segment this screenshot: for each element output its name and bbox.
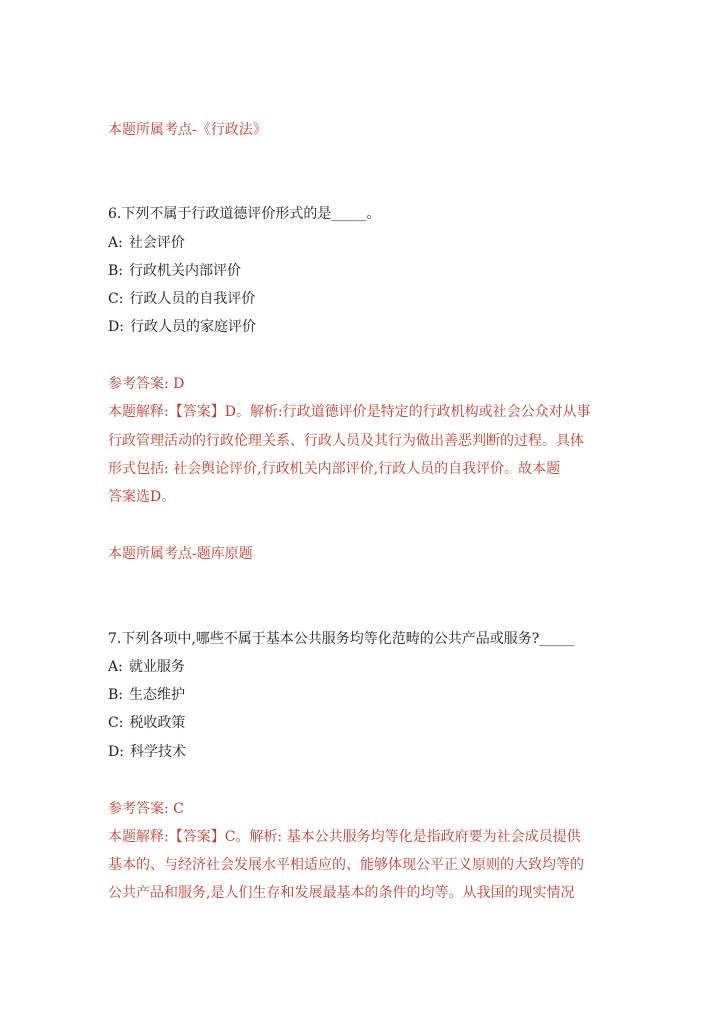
q7-option-c-text: 税收政策	[129, 715, 186, 731]
q6-option-a-text: 社会评价	[128, 235, 185, 251]
q6-explanation-line-3: 形式包括: 社会舆论评价,行政机关内部评价,行政人员的自我评价。故本题	[108, 461, 561, 477]
q6-option-c-text: 行政人员的自我评价	[129, 291, 256, 307]
q7-question: 7.下列各项中,哪些不属于基本公共服务均等化范畴的公共产品或服务?_____	[108, 631, 575, 647]
q7-option-b-key: B:	[108, 687, 124, 703]
q6-source: 本题所属考点-题库原题	[108, 546, 253, 562]
q7-option-c-key: C:	[108, 715, 124, 731]
q6-option-d-key: D:	[108, 319, 124, 335]
q7-option-a	[108, 658, 613, 676]
q7-option-d	[108, 743, 613, 761]
q7-option-a-text: 就业服务	[128, 659, 185, 675]
q6-option-a-key: A:	[108, 235, 123, 251]
q7-explanation-line-2: 基本的、与经济社会发展水平相适应的、能够体现公平正义原则的大致均等的	[108, 857, 584, 873]
q6-explanation-line-4: 答案选D。	[108, 489, 176, 505]
q6-option-b-key: B:	[108, 263, 124, 279]
q6-option-c	[108, 290, 613, 308]
q6-option-b	[108, 262, 613, 280]
q6-option-d-text: 行政人员的家庭评价	[129, 319, 256, 335]
q6-question: 6.下列不属于行政道德评价形式的是_____。	[108, 206, 381, 222]
q7-answer: 参考答案: C	[108, 801, 184, 817]
q6-option-d	[108, 318, 613, 336]
q5-source: 本题所属考点-《行政法》	[108, 122, 267, 138]
q7-option-d-key: D:	[108, 744, 124, 760]
q6-explanation-line-1: 本题解释:【答案】D。解析:行政道德评价是特定的行政机构或社会公众对从事	[108, 404, 591, 420]
q6-explanation-line-2: 行政管理活动的行政伦理关系、行政人员及其行为做出善恶判断的过程。具体	[108, 433, 584, 449]
q7-option-d-text: 科学技术	[129, 744, 186, 760]
q7-option-b-text: 生态维护	[129, 687, 186, 703]
q6-option-b-text: 行政机关内部评价	[129, 263, 242, 279]
q6-answer: 参考答案: D	[108, 376, 185, 392]
q7-explanation-line-1: 本题解释:【答案】C。解析: 基本公共服务均等化是指政府要为社会成员提供	[108, 829, 581, 845]
q7-option-b	[108, 686, 613, 704]
q7-option-a-key: A:	[108, 659, 123, 675]
q7-explanation-line-3: 公共产品和服务,是人们生存和发展最基本的条件的均等。从我国的现实情况	[108, 885, 575, 901]
q6-option-a	[108, 234, 613, 252]
q7-option-c	[108, 714, 613, 732]
q6-option-c-key: C:	[108, 291, 124, 307]
